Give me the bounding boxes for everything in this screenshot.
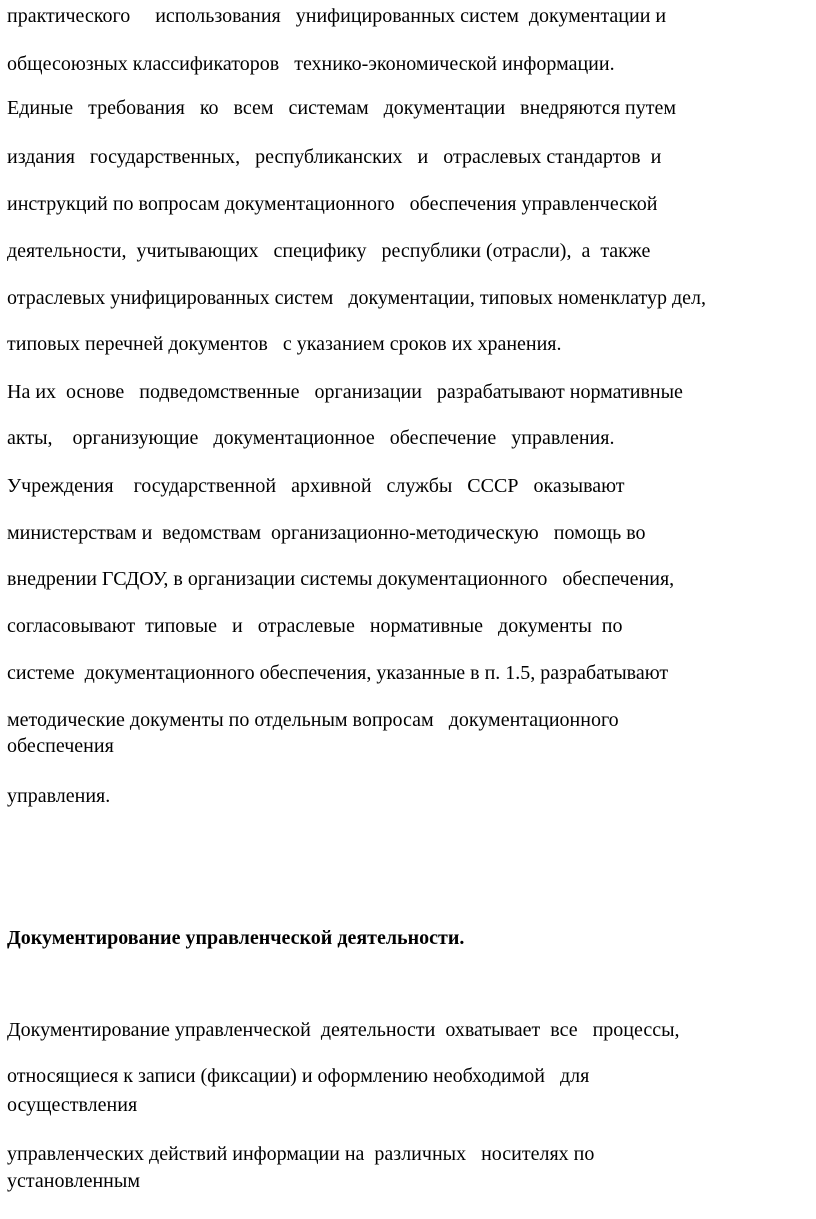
text-line: относящиеся к записи (фиксации) и оформлению необходимой для <box>7 1065 590 1087</box>
text-line: инструкций по вопросам документационного обеспечения управленческой <box>7 193 658 215</box>
text-line: деятельности, учитывающих специфику республики (отрасли), а также <box>7 240 651 262</box>
text-line: министерствам и ведомствам организационно-методическую помощь во <box>7 522 646 544</box>
text-line: отраслевых унифицированных систем документации, типовых номенклатур дел, <box>7 287 707 309</box>
text-line: Учреждения государственной архивной службы СССР оказывают <box>7 475 625 497</box>
text-line: издания государственных, республиканских и отраслевых стандартов и <box>7 146 662 168</box>
section-heading: Документирование управленческой деятельности. <box>7 927 465 949</box>
text-line: управления. <box>7 785 111 807</box>
text-line: методические документы по отдельным вопросам документационного <box>7 709 619 731</box>
text-line: осуществления <box>7 1094 138 1116</box>
text-line: акты, организующие документационное обеспечение управления. <box>7 427 615 449</box>
text-line: практического использования унифицированных систем документации и <box>7 5 667 27</box>
text-line: согласовывают типовые и отраслевые нормативные документы по <box>7 615 623 637</box>
text-line: системе документационного обеспечения, указанные в п. 1.5, разрабатывают <box>7 662 669 684</box>
text-line: управленческих действий информации на различных носителях по <box>7 1143 595 1165</box>
text-line: установленным <box>7 1170 140 1192</box>
text-line: Документирование управленческой деятельности охватывает все процессы, <box>7 1019 680 1041</box>
text-line: Единые требования ко всем системам документации внедряются путем <box>7 97 677 119</box>
text-line: На их основе подведомственные организации разрабатывают нормативные <box>7 381 683 403</box>
text-line: обеспечения <box>7 735 114 757</box>
text-line: внедрении ГСДОУ, в организации системы документационного обеспечения, <box>7 568 675 590</box>
text-line: типовых перечней документов с указанием сроков их хранения. <box>7 333 562 355</box>
text-line: общесоюзных классификаторов технико-экономической информации. <box>7 53 615 75</box>
